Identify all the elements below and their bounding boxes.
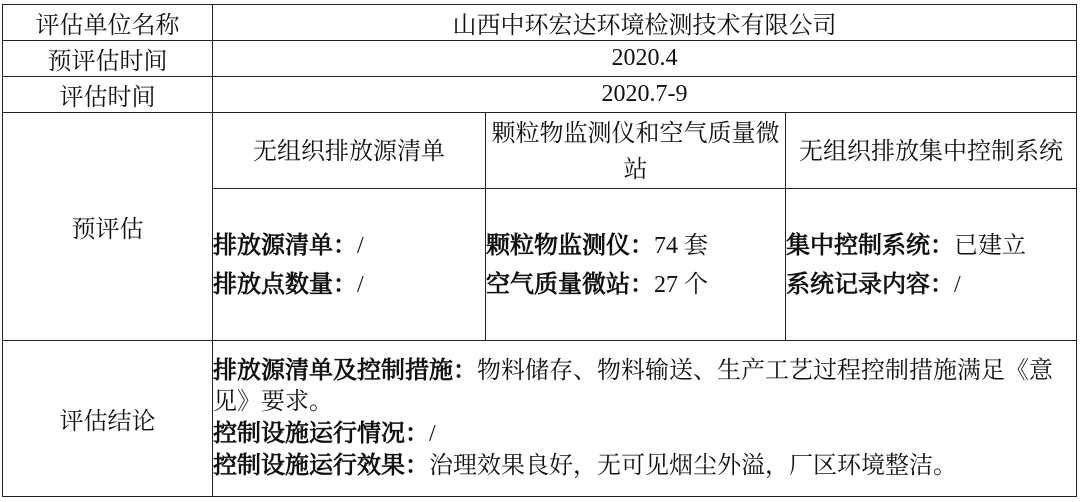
item-value: 已建立: [954, 232, 1026, 259]
pre-time-label: 预评估时间: [3, 41, 213, 77]
conclusion-item: [213, 418, 1076, 450]
col-header-control-system: 无组织排放集中控制系统: [786, 113, 1077, 189]
item-key: 集中控制系统：: [786, 230, 954, 259]
row-pre-eval-headers: [3, 113, 1077, 189]
row-eval-time: [3, 77, 1077, 113]
item-value: 27 个: [654, 271, 708, 298]
item-value: /: [357, 271, 364, 298]
item-key: 控制设施运行效果：: [213, 451, 429, 479]
evaluation-table: [2, 4, 1077, 497]
emission-list-cell: [213, 189, 486, 341]
item-key: 控制设施运行情况：: [213, 419, 429, 447]
item-key: 空气质量微站：: [486, 269, 654, 298]
item-value: /: [357, 232, 364, 259]
list-item: [486, 226, 785, 265]
control-system-cell: [786, 189, 1077, 341]
unit-value: 山西中环宏达环境检测技术有限公司: [213, 5, 1077, 41]
row-pre-time: [3, 41, 1077, 77]
unit-label: 评估单位名称: [3, 5, 213, 41]
conclusion-content: [213, 341, 1077, 497]
col-header-monitor: 颗粒物监测仪和空气质量微站: [486, 113, 786, 189]
conclusion-label: 评估结论: [3, 341, 213, 497]
row-conclusion: [3, 341, 1077, 497]
list-item: [486, 265, 785, 304]
eval-time-value: 2020.7-9: [213, 77, 1077, 113]
col-header-emission-list: 无组织排放源清单: [213, 113, 486, 189]
item-key: 排放点数量：: [213, 269, 357, 298]
list-item: [786, 226, 1076, 265]
list-item: [213, 226, 485, 265]
conclusion-item: [213, 450, 1076, 482]
item-key: 排放源清单：: [213, 230, 357, 259]
row-unit: [3, 5, 1077, 41]
item-key: 排放源清单及控制措施：: [213, 356, 477, 384]
item-value: 74 套: [654, 232, 708, 259]
list-item: [786, 265, 1076, 304]
item-value: /: [429, 421, 436, 447]
item-value: /: [954, 271, 961, 298]
item-key: 颗粒物监测仪：: [486, 230, 654, 259]
list-item: [213, 265, 485, 304]
monitor-cell: [486, 189, 786, 341]
eval-time-label: 评估时间: [3, 77, 213, 113]
conclusion-item: [213, 355, 1076, 418]
pre-eval-label: 预评估: [3, 113, 213, 341]
item-value: 物料储存、物料输送、生产工艺过程控制措施满足《意见》要求。: [213, 358, 1053, 415]
item-value: 治理效果良好，无可见烟尘外溢，厂区环境整洁。: [429, 453, 957, 479]
item-key: 系统记录内容：: [786, 269, 954, 298]
pre-time-value: 2020.4: [213, 41, 1077, 77]
